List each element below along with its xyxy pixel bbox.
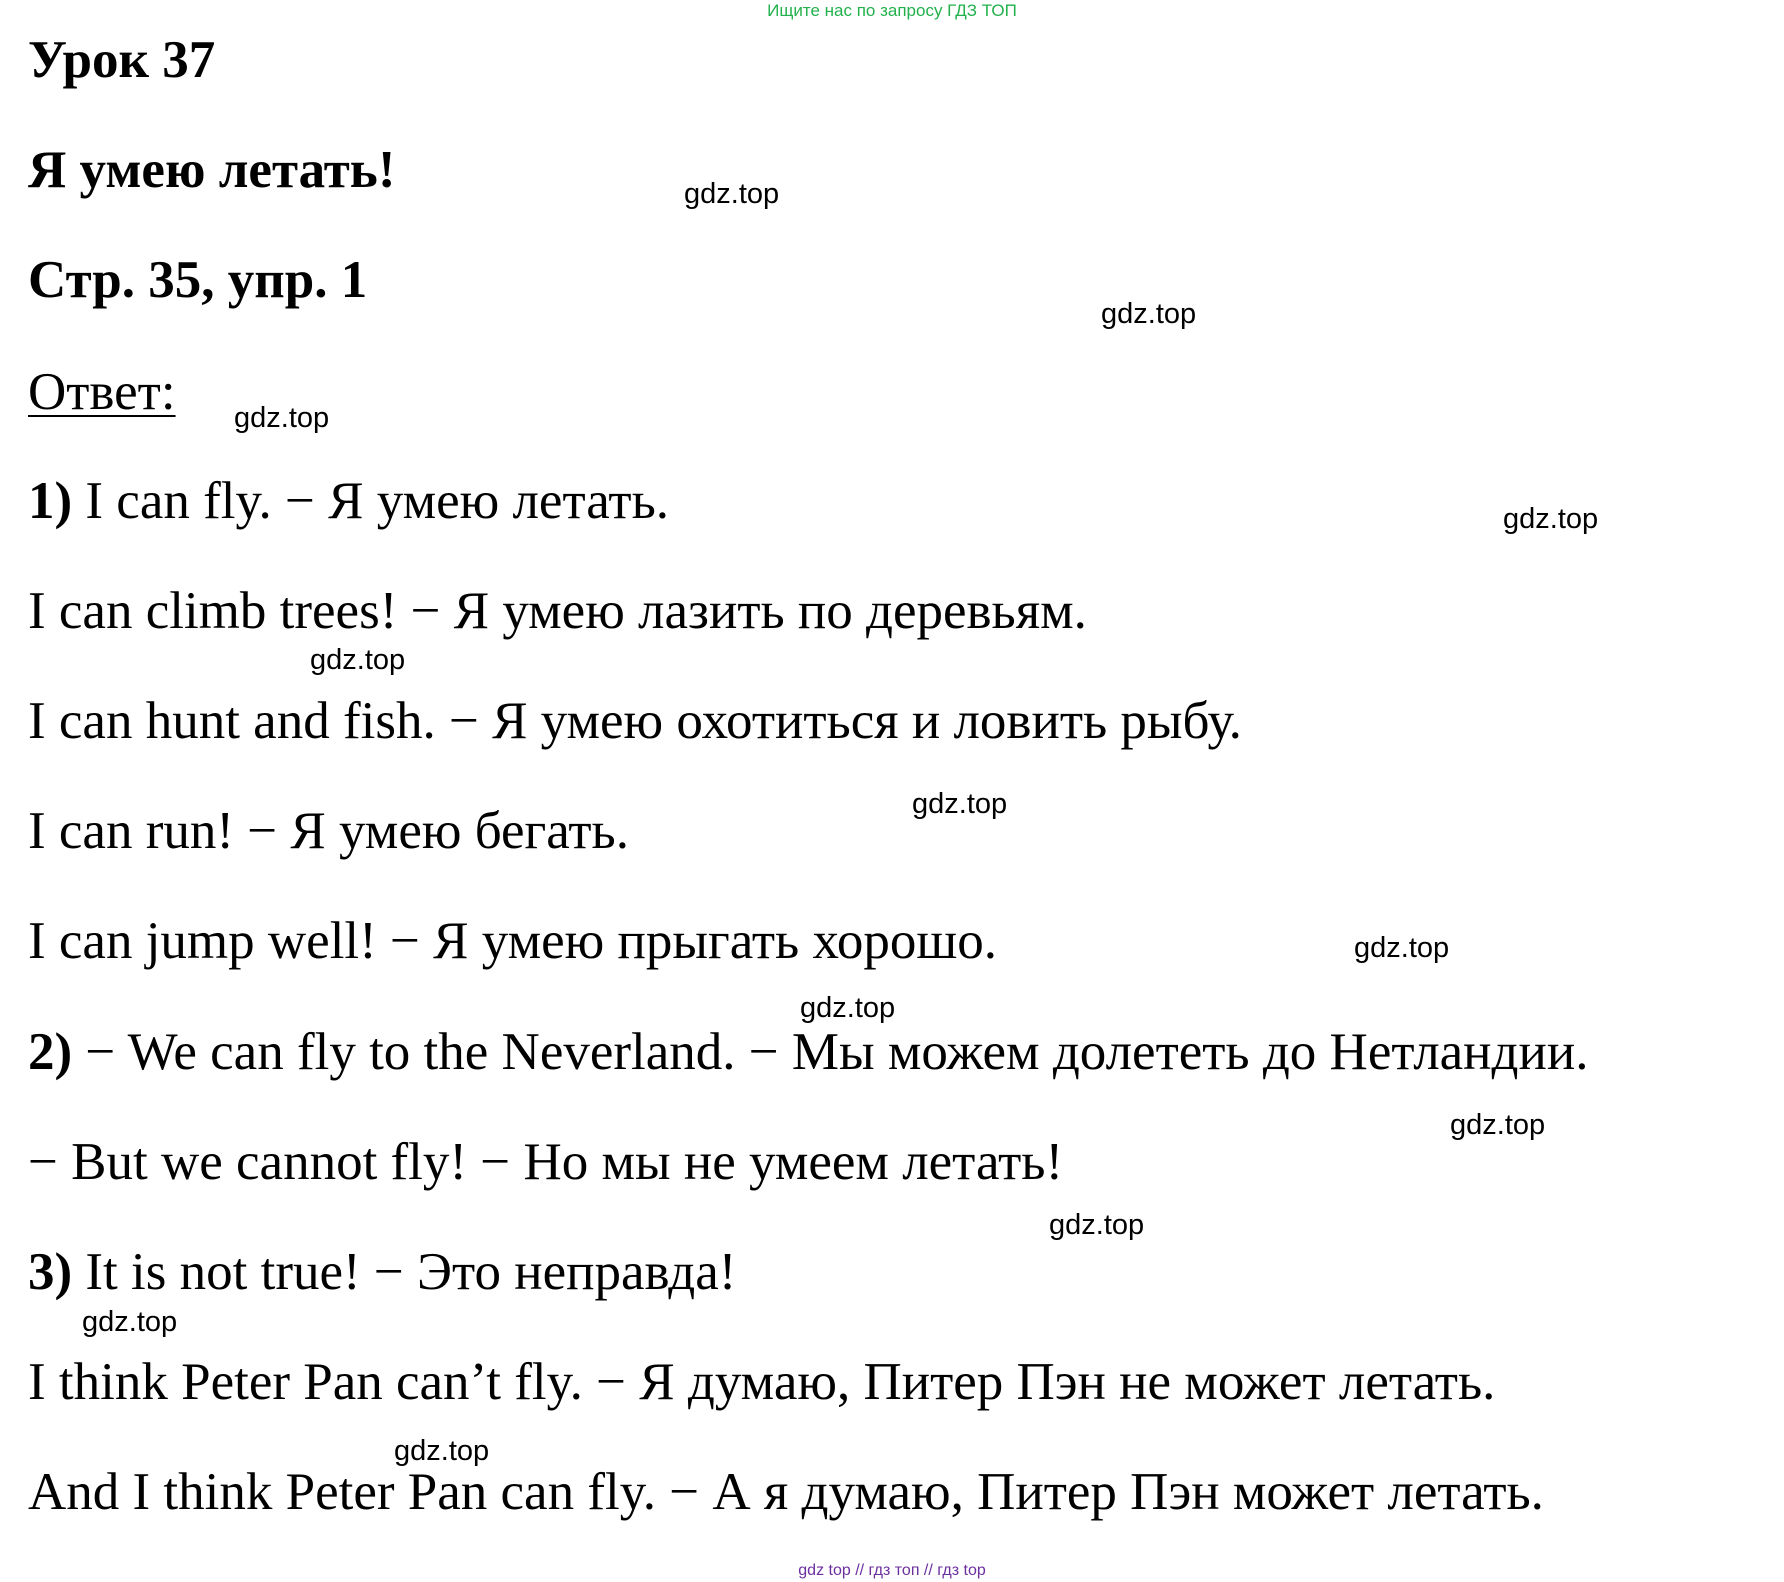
- watermark: gdz.top: [394, 1435, 490, 1467]
- answer-label: Ответ:: [28, 363, 176, 421]
- watermark: gdz.top: [1101, 298, 1197, 330]
- line-text: I think Peter Pan can’t fly. − Я думаю, Питер Пэн не может летать.: [28, 1353, 1496, 1411]
- watermark: gdz.top: [800, 992, 896, 1024]
- top-search-note: Ищите нас по запросу ГДЗ ТОП: [767, 1, 1017, 20]
- lesson-subtitle: Я умею летать!: [28, 141, 396, 199]
- answer-line: [28, 690, 1242, 754]
- answer-line: [28, 1241, 736, 1305]
- line-text: I can jump well! − Я умею прыгать хорошо.: [28, 912, 997, 970]
- line-text: I can climb trees! − Я умею лазить по деревьям.: [28, 582, 1087, 640]
- answer-line: [28, 800, 629, 864]
- line-text: I can run! − Я умею бегать.: [28, 802, 629, 860]
- answer-line: [28, 1131, 1063, 1195]
- line-text: It is not true! − Это неправда!: [72, 1243, 737, 1301]
- answer-line: [28, 1021, 1588, 1085]
- watermark: gdz.top: [1450, 1109, 1546, 1141]
- watermark: gdz.top: [310, 644, 406, 676]
- watermark: gdz.top: [234, 402, 330, 434]
- answer-line: [28, 580, 1087, 644]
- watermark: gdz.top: [1503, 503, 1599, 535]
- item-number: 2): [28, 1023, 73, 1081]
- watermark: gdz.top: [912, 788, 1008, 820]
- line-text: I can fly. − Я умею летать.: [72, 472, 670, 530]
- exercise-reference: Стр. 35, упр. 1: [28, 251, 368, 309]
- line-text: − But we cannot fly! − Но мы не умеем летать!: [28, 1133, 1064, 1191]
- item-number: 3): [28, 1243, 73, 1301]
- watermark: gdz.top: [1049, 1209, 1145, 1241]
- watermark: gdz.top: [1354, 932, 1450, 964]
- lesson-title: Урок 37: [28, 31, 216, 89]
- line-text: I can hunt and fish. − Я умею охотиться и ловить рыбу.: [28, 692, 1242, 750]
- watermark: gdz.top: [82, 1306, 178, 1338]
- line-text: And I think Peter Pan can fly. − А я думаю, Питер Пэн может летать.: [28, 1463, 1544, 1521]
- answer-line: [28, 1461, 1544, 1525]
- answer-line: [28, 1351, 1495, 1415]
- item-number: 1): [28, 472, 73, 530]
- footer-watermark: gdz top // гдз топ // гдз top: [798, 1562, 986, 1579]
- watermark: gdz.top: [684, 178, 780, 210]
- answer-line: [28, 470, 669, 534]
- line-text: − We can fly to the Neverland. − Мы можем долететь до Нетландии.: [72, 1023, 1589, 1081]
- answer-line: [28, 910, 997, 974]
